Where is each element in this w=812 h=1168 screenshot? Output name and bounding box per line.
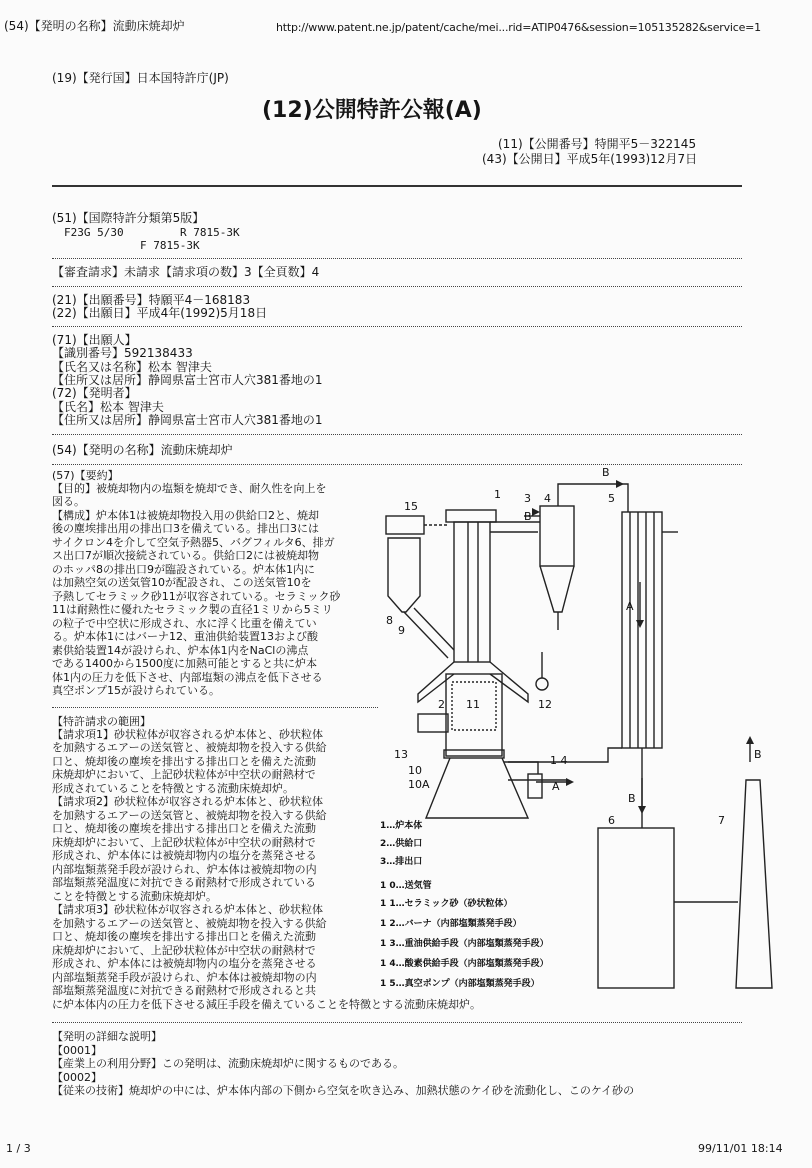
applicant-line: 【氏名】松本 智津夫 xyxy=(52,400,164,414)
claims-line: を加熱するエアーの送気管と、被焼却物を投入する供給 xyxy=(52,741,327,754)
separator xyxy=(52,1022,742,1023)
label-3: 3 xyxy=(524,492,531,505)
header-url[interactable]: http://www.patent.ne.jp/patent/cache/mei...rid=ATIP0476&session=105135282&service=1 xyxy=(276,21,761,34)
separator xyxy=(52,185,742,187)
ipc-ref-1: R 7815-3K xyxy=(180,226,240,239)
label-8: 8 xyxy=(386,614,393,627)
claims-line: 内部塩類蒸発手段が設けられ、炉本体は被焼却物の内 xyxy=(52,971,317,984)
label-7: 7 xyxy=(718,814,725,827)
abstract-line: のホッパ8の排出口9が臨設されている。炉本体1内に xyxy=(52,563,315,576)
label-13: 13 xyxy=(394,748,408,761)
furnace-riser xyxy=(454,522,490,662)
label-9: 9 xyxy=(398,624,405,637)
abstract-line: 素供給装置14が設けられ、炉本体1内をNaClの沸点 xyxy=(52,644,309,657)
abstract-line: る。炉本体1にはバーナ12、重油供給装置13および酸 xyxy=(52,630,318,643)
abstract-line: 【目的】被焼却物内の塩類を焼却でき、耐久性を向上を xyxy=(52,482,327,495)
abstract-line: 予熱してセラミック砂11が収容されている。セラミック砂 xyxy=(52,590,341,603)
print-datetime: 99/11/01 18:14 xyxy=(698,1142,783,1155)
separator xyxy=(52,326,742,327)
air-preheater xyxy=(622,512,662,748)
label-15: 15 xyxy=(404,500,418,513)
detail-line: 【従来の技術】焼却炉の中には、炉本体内部の下側から空気を吹き込み、加熱状態のケイ砂を流動化し、このケイ砂の xyxy=(52,1084,635,1097)
claims-line: 【請求項2】砂状粒体が収容される炉本体と、砂状粒体 xyxy=(52,795,323,808)
applicant-line: 【住所又は居所】静岡県富士宮市人穴381番地の1 xyxy=(52,373,323,387)
legend-item: 3…排出口 xyxy=(380,857,423,867)
applicant-line: (71)【出願人】 xyxy=(52,333,137,347)
abstract-line: 11は耐熱性に優れたセラミック製の直径1ミリから5ミリ xyxy=(52,603,333,616)
claims-line: 口と、焼却後の塵埃を排出する排出口とを備えた流動 xyxy=(52,930,316,943)
abstract-line: は加熱空気の送気管10が配設され、この送気管10を xyxy=(52,576,312,589)
label-10a: 10A xyxy=(408,778,430,791)
header-title: (54)【発明の名称】流動床焼却炉 xyxy=(4,19,185,33)
label-1: 1 xyxy=(494,488,501,501)
claims-line: 床焼却炉において、上記砂状粒体が中空状の耐熱材で xyxy=(52,944,316,957)
furnace-top xyxy=(446,510,496,522)
label-a-right: A xyxy=(626,600,634,613)
publication-date: (43)【公開日】平成5年(1993)12月7日 xyxy=(482,152,698,166)
claims-line: 形成され、炉本体には被焼却物内の塩分を蒸発させる xyxy=(52,957,317,970)
label-14: 1 4 xyxy=(550,754,568,767)
label-a-bottom: A xyxy=(552,780,560,793)
label-b-up: B xyxy=(754,748,762,761)
abstract-line: 後の塵埃排出用の排出口3を備えている。排出口3には xyxy=(52,522,319,535)
abstract-line: 図る。 xyxy=(52,495,85,508)
label-11: 11 xyxy=(466,698,480,711)
separator xyxy=(52,286,742,287)
claims-line: 部塩類蒸発温度に対抗できる耐熱材で形成されると共 xyxy=(52,984,316,997)
label-b-down: B xyxy=(628,792,636,805)
application-date: (22)【出願日】平成4年(1992)5月18日 xyxy=(52,306,268,320)
claims-line: 床焼却炉において、上記砂状粒体が中空状の耐熱材で xyxy=(52,836,316,849)
label-b-mid: B xyxy=(524,510,532,523)
claims-line: 口と、焼却後の塵埃を排出する排出口とを備えた流動 xyxy=(52,755,316,768)
furnace-body xyxy=(446,674,502,756)
application-number: (21)【出願番号】特願平4－168183 xyxy=(52,293,251,307)
examination-request: 【審査請求】未請求【請求項の数】3【全頁数】4 xyxy=(52,265,320,279)
separator xyxy=(52,434,742,435)
claims-line: 口と、焼却後の塵埃を排出する排出口とを備えた流動 xyxy=(52,822,316,835)
claims-line: 【請求項1】砂状粒体が収容される炉本体と、砂状粒体 xyxy=(52,728,323,741)
label-6: 6 xyxy=(608,814,615,827)
abstract-line: 真空ポンプ15が設けられている。 xyxy=(52,684,220,697)
detail-line: 【産業上の利用分野】この発明は、流動床焼却炉に関するものである。 xyxy=(52,1057,404,1070)
exhaust-stack xyxy=(736,780,772,988)
incinerator-figure xyxy=(378,462,798,1000)
applicant-line: 【氏名又は名称】松本 智津夫 xyxy=(52,360,212,374)
abstract-line: 【構成】炉本体1は被焼却物投入用の供給口2と、焼却 xyxy=(52,509,319,522)
claims-line: ことを特徴とする流動床焼却炉。 xyxy=(52,890,217,903)
cyclone-body xyxy=(540,506,574,566)
claims-line: 床焼却炉において、上記砂状粒体が中空状の耐熱材で xyxy=(52,768,316,781)
abstract-line: ス出口7が順次接続されている。供給口2には被焼却物 xyxy=(52,549,319,562)
legend-item: 1 4…酸素供給手段（内部塩類蒸発手段） xyxy=(380,959,549,969)
label-2: 2 xyxy=(438,698,445,711)
legend-item: 1 1…セラミック砂（砂状粒体） xyxy=(380,899,513,909)
claims-line: を加熱するエアーの送気管と、被焼却物を投入する供給 xyxy=(52,809,327,822)
claims-line: 【請求項3】砂状粒体が収容される炉本体と、砂状粒体 xyxy=(52,903,323,916)
claims-line: 内部塩類蒸発手段が設けられ、炉本体は被焼却物の内 xyxy=(52,863,317,876)
claims-line: 部塩類蒸発温度に対抗できる耐熱材で形成されている xyxy=(52,876,316,889)
separator xyxy=(52,258,742,259)
label-b-top: B xyxy=(602,466,610,479)
abstract-line: である1400から1500度に加熱可能とすると共に炉本 xyxy=(52,657,317,670)
hopper xyxy=(388,538,420,612)
claims-line: 【特許請求の範囲】 xyxy=(52,715,151,728)
publication-number: (11)【公開番号】特開平5－322145 xyxy=(498,137,697,151)
abstract-line: 体1内の圧力を低下させ、内部塩類の沸点を低下させる xyxy=(52,671,323,684)
detail-line: 【発明の詳細な説明】 xyxy=(52,1030,162,1043)
claims-line: 形成され、炉本体には被焼却物内の塩分を蒸発させる xyxy=(52,849,317,862)
detail-line: 【0002】 xyxy=(52,1071,102,1084)
applicant-line: 【住所又は居所】静岡県富士宮市人穴381番地の1 xyxy=(52,413,323,427)
invention-title: (54)【発明の名称】流動床焼却炉 xyxy=(52,443,233,457)
detail-line: 【0001】 xyxy=(52,1044,102,1057)
ipc-code: F23G 5/30 xyxy=(64,226,124,239)
legend-item: 1 3…重油供給手段（内部塩類蒸発手段） xyxy=(380,939,549,949)
abstract-line: の粒子で中空状に形成され、水に浮く比重を備えてい xyxy=(52,617,317,630)
legend-item: 1 2…バーナ（内部塩類蒸発手段） xyxy=(380,919,522,929)
issuing-country: (19)【発行国】日本国特許庁(JP) xyxy=(52,71,229,85)
legend-item: 1 0…送気管 xyxy=(380,881,432,891)
separator xyxy=(52,707,378,708)
legend-item: 1 5…真空ポンプ（内部塩類蒸発手段） xyxy=(380,979,540,989)
label-10: 10 xyxy=(408,764,422,777)
page-indicator: 1 / 3 xyxy=(6,1142,31,1155)
furnace-base xyxy=(426,758,528,818)
abstract-line: サイクロン4を介して空気予熱器5、バグフィルタ6、排ガ xyxy=(52,536,335,549)
vacuum-pump-box xyxy=(386,516,424,534)
legend-item: 1…炉本体 xyxy=(380,821,423,831)
applicant-line: (72)【発明者】 xyxy=(52,386,137,400)
claims-last-line: に炉本体内の圧力を低下させる減圧手段を備えていることを特徴とする流動床焼却炉。 xyxy=(52,998,481,1011)
label-4: 4 xyxy=(544,492,551,505)
claims-line: 形成されていることを特徴とする流動床焼却炉。 xyxy=(52,782,294,795)
claims-line: を加熱するエアーの送気管と、被焼却物を投入する供給 xyxy=(52,917,327,930)
abstract-line: (57)【要約】 xyxy=(52,469,119,482)
bag-filter xyxy=(598,828,674,988)
ipc-label: (51)【国際特許分類第5版】 xyxy=(52,211,205,225)
applicant-line: 【識別番号】592138433 xyxy=(52,346,193,360)
label-12: 12 xyxy=(538,698,552,711)
doc-title: (12)公開特許公報(A) xyxy=(262,98,482,123)
ipc-ref-2: F 7815-3K xyxy=(140,239,200,252)
label-5: 5 xyxy=(608,492,615,505)
legend-item: 2…供給口 xyxy=(380,839,423,849)
